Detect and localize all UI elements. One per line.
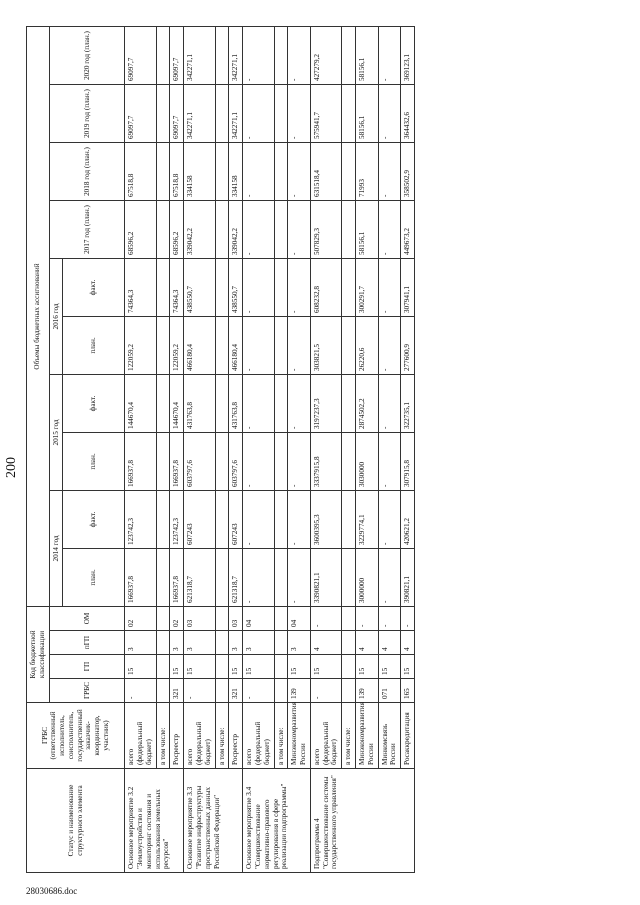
value-cell: - <box>243 259 274 317</box>
value-cell: 342271,1 <box>229 26 243 84</box>
value-cell <box>342 491 356 549</box>
value-cell: 123742,3 <box>125 491 156 549</box>
grbs-cell: в том числе: <box>156 703 170 769</box>
value-cell <box>342 26 356 84</box>
value-cell <box>342 85 356 143</box>
table-row <box>125 26 156 872</box>
code-cell: - <box>401 607 415 631</box>
header-year-2016: 2016 год <box>49 259 63 375</box>
value-cell: 69097,7 <box>170 85 184 143</box>
value-cell: 67518,8 <box>170 143 184 201</box>
code-cell <box>342 631 356 655</box>
value-cell <box>274 375 288 433</box>
value-cell <box>274 491 288 549</box>
value-cell: 303821,5 <box>310 317 341 375</box>
value-cell: 607243 <box>229 491 243 549</box>
value-cell: 427279,2 <box>310 26 341 84</box>
code-cell: 04 <box>243 607 274 631</box>
code-cell: 4 <box>378 631 401 655</box>
table-row <box>378 26 401 872</box>
value-cell <box>342 433 356 491</box>
value-cell <box>274 85 288 143</box>
code-cell: 321 <box>229 679 243 703</box>
value-cell: - <box>243 491 274 549</box>
value-cell: - <box>243 433 274 491</box>
value-cell: 74364,3 <box>125 259 156 317</box>
value-cell: 358502,9 <box>401 143 415 201</box>
value-cell <box>274 259 288 317</box>
header-year-2015: 2015 год <box>49 375 63 491</box>
value-cell: - <box>288 85 311 143</box>
code-cell: 15 <box>310 655 341 679</box>
value-cell: 122059,2 <box>125 317 156 375</box>
value-cell <box>156 549 170 607</box>
code-cell: 4 <box>355 631 378 655</box>
value-cell: 71993 <box>355 143 378 201</box>
table-row <box>229 26 243 872</box>
header-code-grbs: ГРБС <box>49 679 125 703</box>
value-cell <box>274 143 288 201</box>
value-cell: 390821,1 <box>401 549 415 607</box>
grbs-cell: всего (федеральный бюджет) <box>184 703 215 769</box>
header-year-2018: 2018 год (план.) <box>49 143 125 201</box>
value-cell <box>342 143 356 201</box>
grbs-cell: Росреестр <box>229 703 243 769</box>
code-cell: - <box>310 679 341 703</box>
value-cell: 68596,2 <box>170 201 184 259</box>
document-filename: 28030686.doc <box>26 886 78 896</box>
value-cell <box>274 317 288 375</box>
value-cell: 575941,7 <box>310 85 341 143</box>
header-plan-2015: план. <box>63 433 125 491</box>
value-cell: - <box>378 85 401 143</box>
value-cell: - <box>378 143 401 201</box>
value-cell <box>215 26 229 84</box>
value-cell: 339042,2 <box>184 201 215 259</box>
value-cell: 300291,7 <box>355 259 378 317</box>
value-cell <box>274 549 288 607</box>
code-cell: - <box>310 607 341 631</box>
value-cell <box>342 259 356 317</box>
code-cell <box>274 679 288 703</box>
code-cell <box>342 607 356 631</box>
grbs-cell: Росаккредитация <box>401 703 415 769</box>
structural-element-name: Основное мероприятие 3.2 "Землеустройство и мониторинг состояния и использования земельных ресурсов" <box>125 769 184 873</box>
code-cell: 321 <box>170 679 184 703</box>
value-cell: - <box>378 549 401 607</box>
grbs-cell: Росреестр <box>170 703 184 769</box>
table-row <box>274 26 288 872</box>
value-cell <box>156 26 170 84</box>
header-code-gp: ГП <box>49 655 125 679</box>
code-cell: 15 <box>170 655 184 679</box>
value-cell: - <box>288 143 311 201</box>
value-cell: 166937,8 <box>125 433 156 491</box>
value-cell: 3390821,1 <box>310 549 341 607</box>
header-code-om: ОМ <box>49 607 125 631</box>
value-cell: - <box>243 201 274 259</box>
code-cell: 3 <box>170 631 184 655</box>
value-cell <box>156 317 170 375</box>
value-cell <box>215 259 229 317</box>
value-cell: 3600395,3 <box>310 491 341 549</box>
header-fact-2014: факт. <box>63 491 125 549</box>
code-cell: - <box>355 607 378 631</box>
code-cell: 071 <box>378 679 401 703</box>
header-budget-code: Код бюджетной классификации <box>27 607 50 703</box>
grbs-cell: в том числе: <box>342 703 356 769</box>
value-cell <box>156 491 170 549</box>
value-cell <box>215 143 229 201</box>
value-cell <box>156 375 170 433</box>
value-cell <box>274 201 288 259</box>
value-cell: 449673,2 <box>401 201 415 259</box>
grbs-cell: Минкомсвязь России <box>378 703 401 769</box>
code-cell: 4 <box>310 631 341 655</box>
value-cell: - <box>378 375 401 433</box>
value-cell <box>342 375 356 433</box>
code-cell: 15 <box>288 655 311 679</box>
header-plan-2014: план. <box>63 549 125 607</box>
structural-element-name: Основное мероприятие 3.4 "Совершенствование нормативно-правового регулирования в сфере реализации подпрограммы" <box>243 769 311 873</box>
value-cell: - <box>288 26 311 84</box>
value-cell: 3197237,3 <box>310 375 341 433</box>
value-cell: - <box>288 491 311 549</box>
value-cell: 144670,4 <box>170 375 184 433</box>
header-year-2017: 2017 год (план.) <box>49 201 125 259</box>
value-cell: 74364,3 <box>170 259 184 317</box>
value-cell: 621318,7 <box>229 549 243 607</box>
value-cell <box>156 433 170 491</box>
value-cell: 2874502,2 <box>355 375 378 433</box>
value-cell: 67518,8 <box>125 143 156 201</box>
value-cell: - <box>243 143 274 201</box>
value-cell: 631518,4 <box>310 143 341 201</box>
code-cell: 15 <box>229 655 243 679</box>
code-cell: 3 <box>288 631 311 655</box>
value-cell <box>215 375 229 433</box>
code-cell: 3 <box>184 631 215 655</box>
value-cell: 26220,6 <box>355 317 378 375</box>
grbs-cell: в том числе: <box>215 703 229 769</box>
header-year-2019: 2019 год (план.) <box>49 85 125 143</box>
structural-element-name: Основное мероприятие 3.3 "Развитие инфраструктуры пространственных данных Российской Федерации" <box>184 769 243 873</box>
code-cell <box>274 655 288 679</box>
code-cell: 139 <box>355 679 378 703</box>
value-cell: 322735,1 <box>401 375 415 433</box>
code-cell: - <box>378 607 401 631</box>
value-cell: 58156,1 <box>355 26 378 84</box>
value-cell: - <box>378 26 401 84</box>
table-row <box>170 26 184 872</box>
code-cell: 15 <box>401 655 415 679</box>
grbs-cell: Минэкономразвития России <box>355 703 378 769</box>
header-plan-2016: план. <box>63 317 125 375</box>
value-cell: - <box>243 317 274 375</box>
grbs-cell: всего (федеральный бюджет) <box>243 703 274 769</box>
code-cell <box>342 655 356 679</box>
value-cell: 420621,2 <box>401 491 415 549</box>
grbs-cell: Минэкономразвития России <box>288 703 311 769</box>
code-cell <box>274 631 288 655</box>
value-cell: 3337915,8 <box>310 433 341 491</box>
value-cell <box>156 143 170 201</box>
grbs-cell: всего (федеральный бюджет) <box>310 703 341 769</box>
code-cell: 165 <box>401 679 415 703</box>
table-row <box>342 26 356 872</box>
code-cell: - <box>243 679 274 703</box>
value-cell: 166937,8 <box>170 433 184 491</box>
value-cell: 607243 <box>184 491 215 549</box>
budget-table <box>26 26 415 873</box>
value-cell: 3000000 <box>355 549 378 607</box>
value-cell: 507829,3 <box>310 201 341 259</box>
code-cell: 15 <box>184 655 215 679</box>
value-cell: 431763,8 <box>184 375 215 433</box>
value-cell: - <box>243 85 274 143</box>
value-cell <box>342 201 356 259</box>
table-row <box>156 26 170 872</box>
value-cell: 166937,8 <box>170 549 184 607</box>
value-cell <box>274 26 288 84</box>
value-cell: - <box>288 317 311 375</box>
value-cell: 339042,2 <box>229 201 243 259</box>
value-cell <box>215 85 229 143</box>
value-cell: 438550,7 <box>184 259 215 317</box>
value-cell <box>215 549 229 607</box>
value-cell: 69097,7 <box>125 26 156 84</box>
value-cell: 342271,1 <box>184 85 215 143</box>
value-cell: 3030000 <box>355 433 378 491</box>
value-cell <box>215 201 229 259</box>
header-status-name: Статус и наименование структурного элемента <box>27 769 125 873</box>
value-cell <box>156 85 170 143</box>
value-cell: - <box>378 433 401 491</box>
value-cell: - <box>243 549 274 607</box>
code-cell: 15 <box>355 655 378 679</box>
value-cell: - <box>288 375 311 433</box>
code-cell: 15 <box>125 655 156 679</box>
header-code-pgp: пГП <box>49 631 125 655</box>
code-cell <box>156 655 170 679</box>
header-fact-2015: факт. <box>63 375 125 433</box>
grbs-cell: в том числе: <box>274 703 288 769</box>
table-row <box>184 26 215 872</box>
header-volumes: Объемы бюджетных ассигнований <box>27 26 50 606</box>
code-cell: 3 <box>229 631 243 655</box>
code-cell <box>215 655 229 679</box>
value-cell: 369123,1 <box>401 26 415 84</box>
table-row <box>215 26 229 872</box>
code-cell: 4 <box>401 631 415 655</box>
header-fact-2016: факт. <box>63 259 125 317</box>
table-row <box>355 26 378 872</box>
value-cell <box>274 433 288 491</box>
value-cell: 466180,4 <box>184 317 215 375</box>
header-grbs: ГРБС (ответственный исполнитель, соисполнитель, государственный заказчик-координатор, участник) <box>27 703 125 769</box>
code-cell: 3 <box>125 631 156 655</box>
value-cell: 123742,3 <box>170 491 184 549</box>
value-cell: - <box>378 259 401 317</box>
value-cell: 307915,8 <box>401 433 415 491</box>
value-cell <box>215 433 229 491</box>
value-cell: - <box>288 259 311 317</box>
code-cell: 02 <box>125 607 156 631</box>
code-cell <box>215 607 229 631</box>
value-cell: 277600,9 <box>401 317 415 375</box>
code-cell: 15 <box>378 655 401 679</box>
code-cell: - <box>125 679 156 703</box>
value-cell: 466180,4 <box>229 317 243 375</box>
page-number: 200 <box>4 457 19 478</box>
value-cell: 307941,1 <box>401 259 415 317</box>
value-cell <box>342 317 356 375</box>
code-cell: 139 <box>288 679 311 703</box>
value-cell: 166937,8 <box>125 549 156 607</box>
value-cell: 342271,1 <box>184 26 215 84</box>
value-cell: 438550,7 <box>229 259 243 317</box>
value-cell: 603797,6 <box>184 433 215 491</box>
value-cell: 144670,4 <box>125 375 156 433</box>
value-cell: - <box>243 375 274 433</box>
code-cell <box>156 607 170 631</box>
value-cell: 621318,7 <box>184 549 215 607</box>
code-cell <box>215 631 229 655</box>
value-cell: 69097,7 <box>170 26 184 84</box>
code-cell: - <box>184 679 215 703</box>
value-cell: 58156,1 <box>355 201 378 259</box>
code-cell: 3 <box>243 631 274 655</box>
value-cell: 334158 <box>184 143 215 201</box>
code-cell <box>156 631 170 655</box>
table-header <box>27 26 125 872</box>
table-row <box>288 26 311 872</box>
code-cell <box>274 607 288 631</box>
grbs-cell: всего (федеральный бюджет) <box>125 703 156 769</box>
value-cell <box>342 549 356 607</box>
table-row <box>401 26 415 872</box>
value-cell: 122059,2 <box>170 317 184 375</box>
table-row <box>310 26 341 872</box>
code-cell <box>342 679 356 703</box>
structural-element-name: Подпрограмма 4 "Совершенствование системы государственного управления" <box>310 769 414 873</box>
code-cell: 15 <box>243 655 274 679</box>
code-cell: 03 <box>229 607 243 631</box>
value-cell: - <box>243 26 274 84</box>
value-cell: - <box>378 201 401 259</box>
value-cell <box>156 201 170 259</box>
table-row <box>243 26 274 872</box>
value-cell: 431763,8 <box>229 375 243 433</box>
code-cell: 03 <box>184 607 215 631</box>
value-cell: 58156,1 <box>355 85 378 143</box>
value-cell: 608232,8 <box>310 259 341 317</box>
value-cell: - <box>288 549 311 607</box>
value-cell: 334158 <box>229 143 243 201</box>
code-cell: 04 <box>288 607 311 631</box>
value-cell: - <box>288 201 311 259</box>
value-cell: - <box>378 491 401 549</box>
code-cell <box>215 679 229 703</box>
value-cell: 364432,6 <box>401 85 415 143</box>
value-cell: - <box>288 433 311 491</box>
value-cell: 342271,1 <box>229 85 243 143</box>
value-cell: 69097,7 <box>125 85 156 143</box>
header-year-2020: 2020 год (план.) <box>49 26 125 84</box>
code-cell: 02 <box>170 607 184 631</box>
value-cell: - <box>378 317 401 375</box>
value-cell: 603797,6 <box>229 433 243 491</box>
value-cell <box>215 491 229 549</box>
value-cell <box>156 259 170 317</box>
value-cell <box>215 317 229 375</box>
table-body <box>125 26 415 872</box>
value-cell: 68596,2 <box>125 201 156 259</box>
code-cell <box>156 679 170 703</box>
header-year-2014: 2014 год <box>49 491 63 607</box>
value-cell: 3229774,1 <box>355 491 378 549</box>
